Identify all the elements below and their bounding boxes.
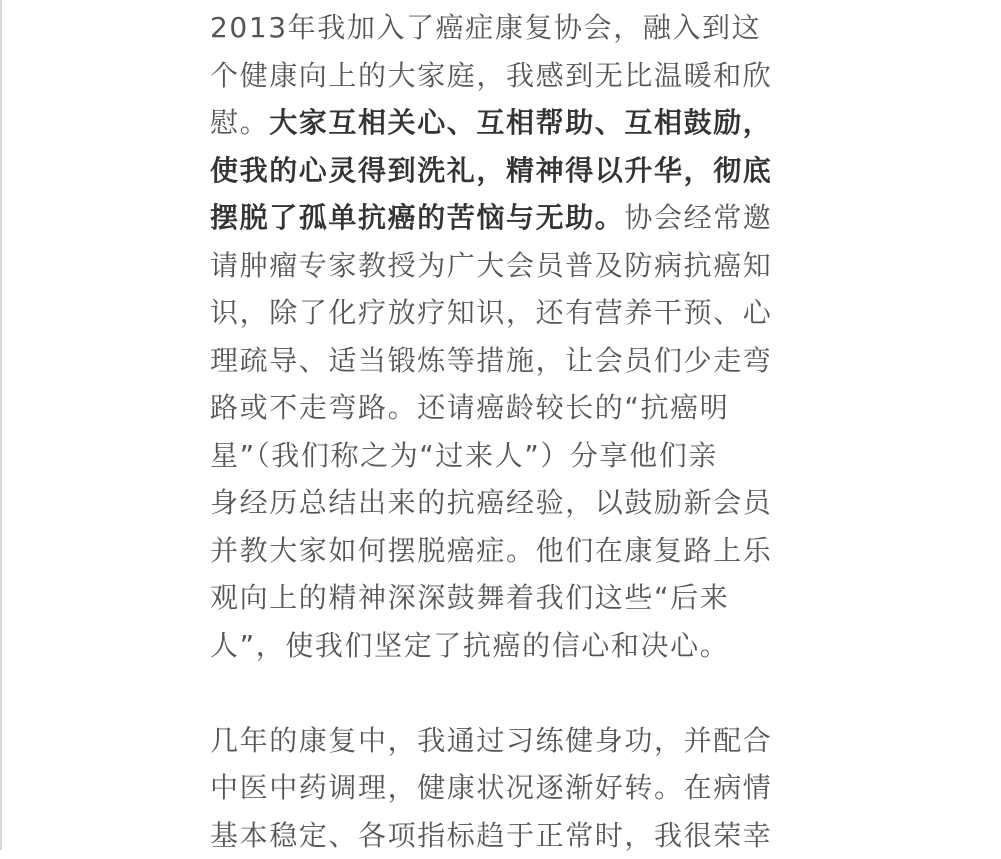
text-line — [210, 99, 810, 147]
text-run: 中医中药调理，健康状况逐渐好转。在病情 — [210, 771, 772, 804]
paragraph-1 — [210, 4, 810, 669]
text-line — [210, 52, 810, 100]
text-line — [210, 242, 810, 290]
text-line — [210, 337, 810, 385]
text-line — [210, 147, 810, 195]
text-run: 路或不走弯路。还请癌龄较长的“抗癌明 — [210, 391, 729, 424]
text-run: 慰。 — [210, 106, 269, 139]
text-line — [210, 574, 810, 622]
text-line — [210, 289, 810, 337]
article-body — [210, 4, 810, 859]
text-line — [210, 764, 810, 812]
paragraph-spacer — [210, 669, 810, 717]
text-line — [210, 527, 810, 575]
left-edge-divider — [0, 0, 2, 850]
text-run: 识，除了化疗放疗知识，还有营养干预、心 — [210, 296, 772, 329]
text-run: 请肿瘤专家教授为广大会员普及防病抗癌知 — [210, 249, 772, 282]
text-run: 星”（我们称之为“过来人”）分享他们亲 — [210, 439, 718, 472]
text-line — [210, 622, 810, 670]
text-run: 并教大家如何摆脱癌症。他们在康复路上乐 — [210, 534, 772, 567]
text-run: 人”，使我们坚定了抗癌的信心和决心。 — [210, 629, 729, 662]
text-run: 几年的康复中，我通过习练健身功，并配合 — [210, 724, 772, 757]
text-run: 2013年我加入了癌症康复协会，融入到这 — [210, 11, 761, 44]
paragraph-2 — [210, 717, 810, 859]
text-line — [210, 479, 810, 527]
bold-text-run: 摆脱了孤单抗癌的苦恼与无助。 — [210, 201, 624, 234]
text-line — [210, 384, 810, 432]
bold-text-run: 使我的心灵得到洗礼，精神得以升华，彻底 — [210, 154, 772, 187]
text-line — [210, 717, 810, 765]
text-line — [210, 432, 810, 480]
text-run: 协会经常邀 — [624, 201, 772, 234]
text-line — [210, 4, 810, 52]
bold-text-run: 大家互相关心、互相帮助、互相鼓励， — [269, 106, 772, 139]
text-run: 个健康向上的大家庭，我感到无比温暖和欣 — [210, 59, 772, 92]
text-run: 观向上的精神深深鼓舞着我们这些“后来 — [210, 581, 729, 614]
text-run: 理疏导、适当锻炼等措施，让会员们少走弯 — [210, 344, 772, 377]
text-line — [210, 194, 810, 242]
text-run: 身经历总结出来的抗癌经验，以鼓励新会员 — [210, 486, 772, 519]
text-line — [210, 812, 810, 859]
text-run: 基本稳定、各项指标趋于正常时，我很荣幸 — [210, 819, 772, 852]
